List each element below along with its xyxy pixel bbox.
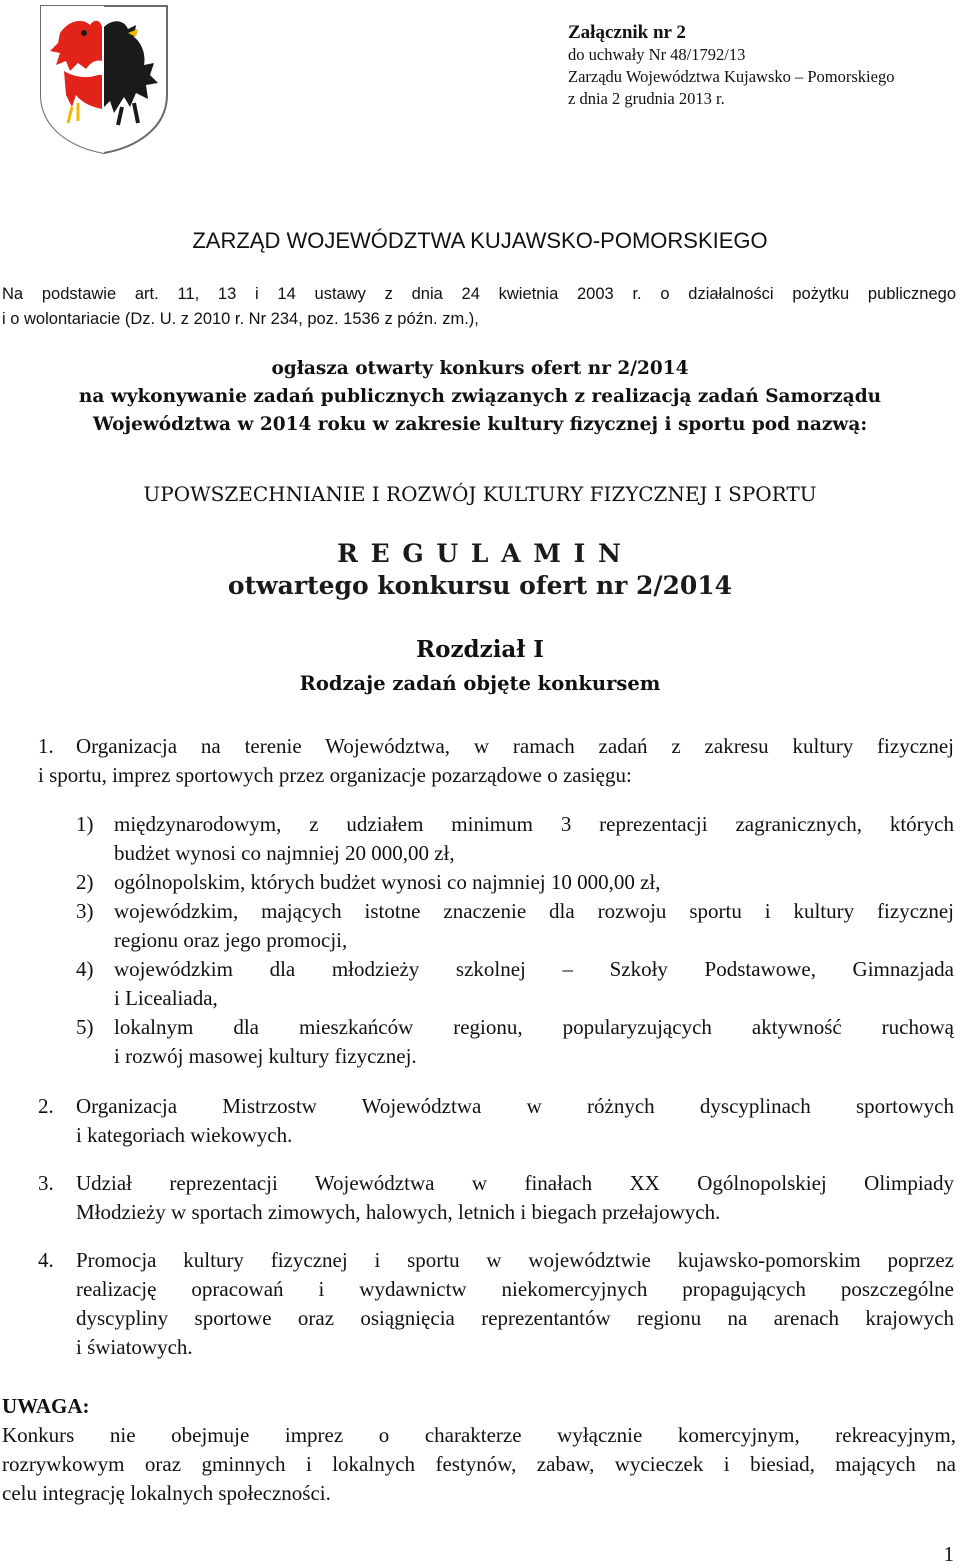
sub-item-text: i rozwój masowej kultury fizycznej. — [114, 1044, 417, 1068]
sub-item-number: 1) — [76, 812, 94, 836]
item-number: 1. — [38, 734, 54, 758]
regulation-subtitle: otwartego konkursu ofert nr 2/2014 — [227, 571, 733, 600]
sub-item-text: regionu oraz jego promocji, — [114, 928, 348, 952]
sub-item-number: 2) — [76, 870, 94, 894]
item-number: 3. — [38, 1171, 54, 1195]
sub-list-item — [76, 1013, 954, 1071]
item-text: dyscypliny sportowe oraz osiągnięcia reprezentantów regionu na arenach krajowych — [76, 1306, 954, 1330]
legal-basis — [2, 282, 956, 332]
list-item — [38, 732, 954, 790]
announcement-line: ogłasza otwarty konkurs ofert nr 2/2014 — [271, 358, 689, 379]
item-text: Organizacja Mistrzostw Województwa w różnych dyscyplinach sportowych — [76, 1094, 954, 1118]
sub-list-item — [76, 810, 954, 868]
sub-item-text: ogólnopolskim, których budżet wynosi co najmniej 10 000,00 zł, — [114, 870, 661, 894]
sub-item-text: lokalnym dla mieszkańców regionu, popularyzujących aktywność ruchową — [114, 1015, 954, 1039]
note-line: rozrywkowym oraz gminnych i lokalnych festynów, zabaw, wycieczek i biesiad, mających na — [2, 1452, 956, 1476]
regulation-title: R E G U L A M I N — [337, 539, 623, 568]
sub-list-item — [76, 868, 954, 897]
annex-header — [568, 22, 894, 110]
page-number: 1 — [943, 1542, 954, 1566]
chapter-title: Rozdział I — [416, 636, 544, 663]
sub-list-item — [76, 955, 954, 1013]
note-heading: UWAGA: — [2, 1394, 90, 1418]
sub-item-text: wojewódzkim dla młodzieży szkolnej – Szkoły Podstawowe, Gimnazjada — [114, 957, 954, 981]
board-name: ZARZĄD WOJEWÓDZTWA KUJAWSKO-POMORSKIEGO — [192, 228, 768, 253]
announcement — [0, 355, 960, 439]
announcement-line: Województwa w 2014 roku w zakresie kultury fizycznej i sportu pod nazwą: — [92, 414, 868, 435]
annex-line: do uchwały Nr 48/1792/13 — [568, 45, 746, 64]
item-text: i światowych. — [76, 1335, 193, 1359]
list-item — [38, 1246, 954, 1362]
sub-item-text: międzynarodowym, z udziałem minimum 3 reprezentacji zagranicznych, których — [114, 812, 954, 836]
item-text: Młodzieży w sportach zimowych, halowych, letnich i biegach przełajowych. — [76, 1200, 721, 1224]
item-text: realizację opracowań i wydawnictw niekomercyjnych propagujących poszczególne — [76, 1277, 954, 1301]
regulation-heading — [0, 538, 960, 602]
legal-basis-line: Na podstawie art. 11, 13 i 14 ustawy z dnia 24 kwietnia 2003 r. o działalności pożytku publicznego — [2, 285, 956, 303]
sub-item-text: wojewódzkim, mających istotne znaczenie dla rozwoju sportu i kultury fizycznej — [114, 899, 954, 923]
sub-item-number: 3) — [76, 899, 94, 923]
sub-item-text: budżet wynosi co najmniej 20 000,00 zł, — [114, 841, 455, 865]
item-text: Organizacja na terenie Województwa, w ramach zadań z zakresu kultury fizycznej — [76, 734, 954, 758]
item-number: 2. — [38, 1094, 54, 1118]
list-item — [38, 1169, 954, 1227]
announcement-line: na wykonywanie zadań publicznych związanych z realizacją zadań Samorządu — [78, 386, 882, 407]
note-section — [2, 1392, 956, 1508]
sub-list — [76, 810, 954, 1071]
item-text: i sportu, imprez sportowych przez organizacje pozarządowe o zasięgu: — [38, 763, 632, 787]
annex-title: Załącznik nr 2 — [568, 22, 686, 43]
item-text: i kategoriach wiekowych. — [76, 1123, 293, 1147]
chapter-subtitle: Rodzaje zadań objęte konkursem — [299, 672, 661, 695]
sub-item-number: 5) — [76, 1015, 94, 1039]
sub-item-number: 4) — [76, 957, 94, 981]
sub-list-item — [76, 897, 954, 955]
item-text: Promocja kultury fizycznej i sportu w województwie kujawsko-pomorskim poprzez — [76, 1248, 954, 1272]
annex-line: Zarządu Województwa Kujawsko – Pomorskiego — [568, 67, 895, 86]
task-name: UPOWSZECHNIANIE I ROZWÓJ KULTURY FIZYCZNEJ I SPORTU — [143, 482, 817, 506]
annex-line: z dnia 2 grudnia 2013 r. — [568, 89, 725, 108]
sub-item-text: i Licealiada, — [114, 986, 218, 1010]
legal-basis-line: i o wolontariacie (Dz. U. z 2010 r. Nr 234, poz. 1536 z późn. zm.), — [2, 310, 479, 328]
list-item — [38, 1092, 954, 1150]
item-text: Udział reprezentacji Województwa w finałach XX Ogólnopolskiej Olimpiady — [76, 1171, 954, 1195]
item-number: 4. — [38, 1248, 54, 1272]
note-line: Konkurs nie obejmuje imprez o charakterze wyłącznie komercyjnym, rekreacyjnym, — [2, 1423, 956, 1447]
coat-of-arms-icon — [38, 3, 170, 155]
note-line: celu integrację lokalnych społeczności. — [2, 1481, 331, 1505]
